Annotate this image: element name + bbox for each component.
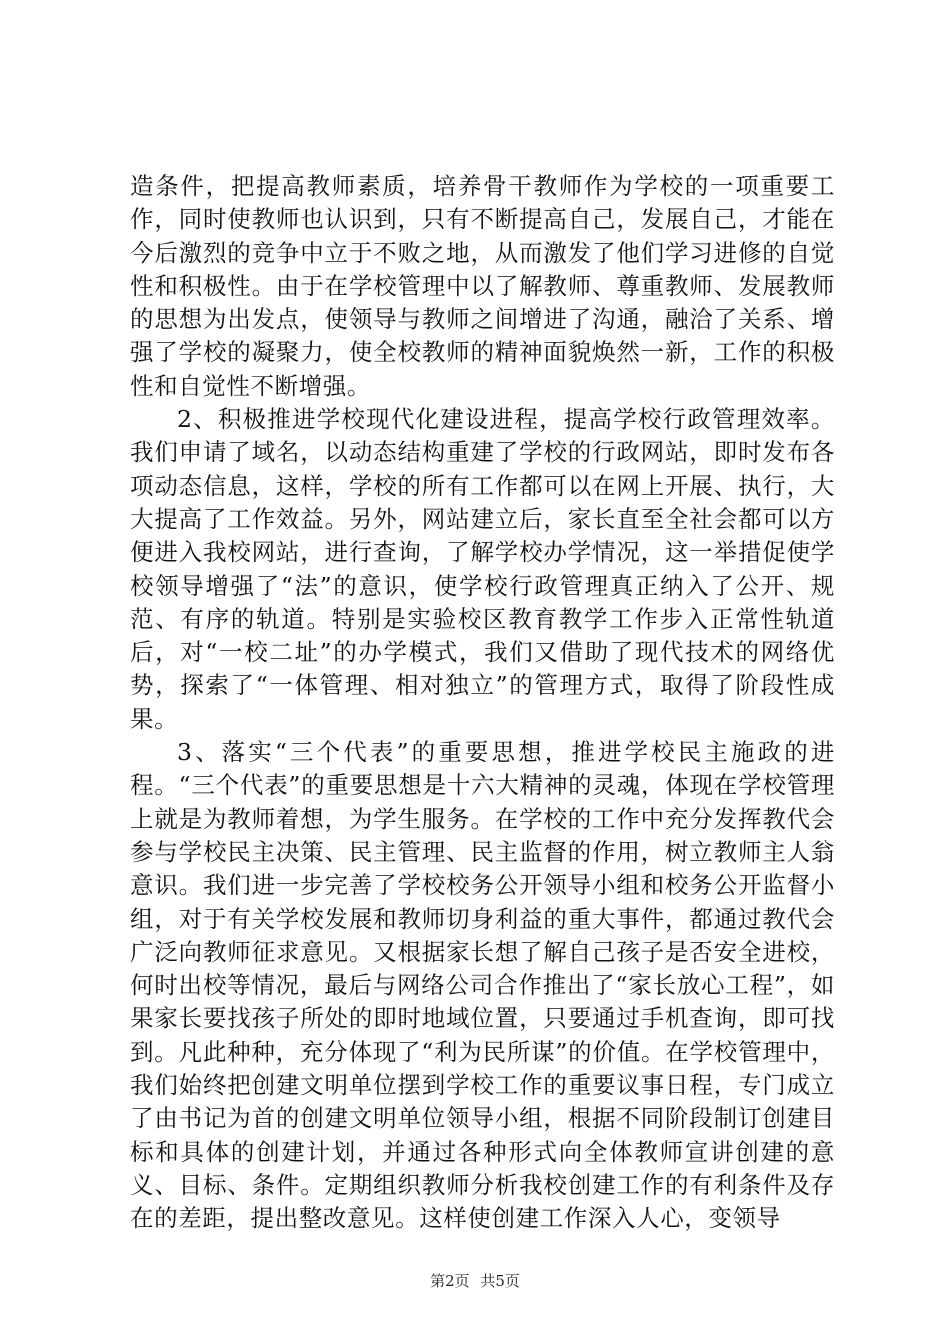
paragraph-item-2: 2、积极推进学校现代化建设进程，提高学校行政管理效率。我们申请了域名，以动态结构重建了学校的行政网站，即时发布各项动态信息，这样，学校的所有工作都可以在网上开展、执行，大大提高了工作效益。另外，网站建立后，家长直至全社会都可以方便进入我校网站，进行查询，了解学校办学情况，这一举措促使学校领导增强了“法”的意识，使学校行政管理真正纳入了公开、规范、有序的轨道。特别是实验校区教育教学工作步入正常性轨道后，对“一校二址”的办学模式，我们又借助了现代技术的网络优势，探索了“一体管理、相对独立”的管理方式，取得了阶段性成果。	[130, 405, 835, 733]
page-footer	[0, 1271, 950, 1291]
page-count: 共5页	[480, 1272, 520, 1290]
document-body	[130, 170, 835, 1236]
paragraph-continuation: 造条件，把提高教师素质，培养骨干教师作为学校的一项重要工作，同时使教师也认识到，只有不断提高自己，发展自己，才能在今后激烈的竞争中立于不败之地，从而激发了他们学习进修的自觉性和积极性。由于在学校管理中以了解教师、尊重教师、发展教师的思想为出发点，使领导与教师之间增进了沟通，融洽了关系、增强了学校的凝聚力，使全校教师的精神面貌焕然一新，工作的积极性和自觉性不断增强。	[130, 172, 835, 400]
paragraph-item-3: 3、落实“三个代表”的重要思想，推进学校民主施政的进程。“三个代表”的重要思想是十六大精神的灵魂，体现在学校管理上就是为教师着想，为学生服务。在学校的工作中充分发挥教代会参与学校民主决策、民主管理、民主监督的作用，树立教师主人翁意识。我们进一步完善了学校校务公开领导小组和校务公开监督小组，对于有关学校发展和教师切身利益的重大事件，都通过教代会广泛向教师征求意见。又根据家长想了解自己孩子是否安全进校，何时出校等情况，最后与网络公司合作推出了“家长放心工程”，如果家长要找孩子所处的即时地域位置，只要通过手机查询，即可找到。凡此种种，充分体现了“利为民所谋”的价值。在学校管理中，我们始终把创建文明单位摆到学校工作的重要议事日程，专门成立了由书记为首的创建文明单位领导小组，根据不同阶段制订创建目标和具体的创建计划，并通过各种形式向全体教师宣讲创建的意义、目标、条件。定期组织教师分析我校创建工作的有利条件及存在的差距，提出整改意见。这样使创建工作深入人心，变领导	[130, 738, 835, 1233]
page-number: 第2页	[430, 1272, 470, 1290]
